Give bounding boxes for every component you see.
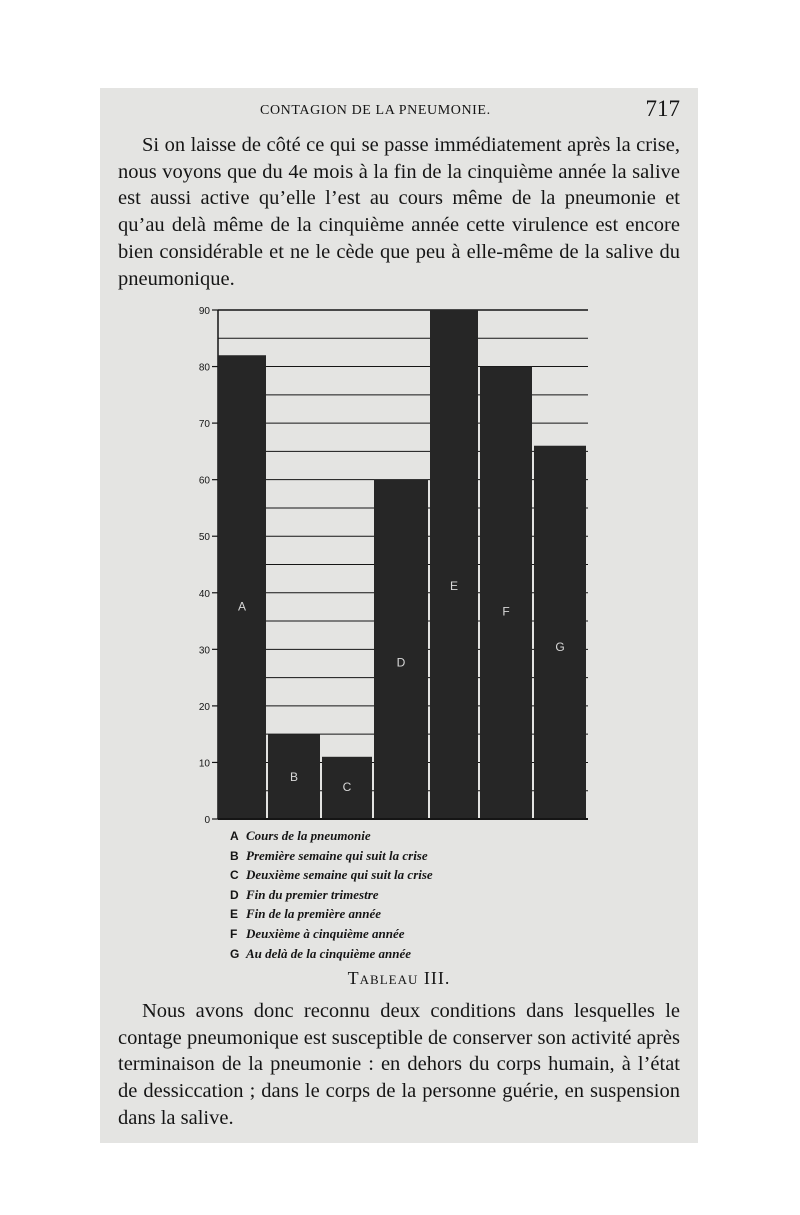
- legend-item-d: [230, 885, 550, 905]
- legend-item-a: [230, 826, 550, 846]
- legend-text: Deuxième à cinquième année: [246, 925, 405, 941]
- y-tick-label: 40: [198, 588, 210, 600]
- legend-item-b: [230, 846, 550, 866]
- y-tick-label: 60: [198, 475, 210, 487]
- y-tick-label: 80: [198, 362, 210, 374]
- bar-e: [430, 310, 478, 819]
- bar-label: C: [342, 780, 352, 795]
- y-tick-label: 90: [198, 306, 210, 317]
- legend-text: Au delà de la cinquième année: [246, 945, 412, 961]
- book-page: [100, 88, 698, 1143]
- bar-label: E: [449, 578, 459, 593]
- bar-d: [374, 480, 428, 819]
- y-tick-label: 20: [198, 701, 210, 713]
- bar-a: [218, 355, 266, 819]
- y-tick-label: 50: [198, 532, 210, 544]
- legend-text: Fin du premier trimestre: [246, 886, 379, 902]
- bar-label: G: [555, 640, 565, 655]
- table-caption: Tableau III.: [347, 968, 451, 988]
- legend-item-g: [230, 944, 550, 964]
- running-title: CONTAGION DE LA PNEUMONIE.: [260, 103, 491, 118]
- bar-label: D: [396, 655, 406, 670]
- bar-g: [534, 446, 586, 819]
- legend-letter: F: [230, 926, 238, 941]
- bar-chart: [100, 298, 698, 828]
- bar-f: [480, 367, 532, 819]
- bar-label: F: [502, 604, 510, 619]
- conclusion-paragraph: Nous avons donc reconnu deux conditions dans lesquelles le contage pneumonique est susceptible de conserver son activité après terminaison de la pneumonie : en dehors du corps humain, à l’état de dessiccation ; dans le corps de la personne guérie, en suspension dans la salive.: [118, 1000, 680, 1129]
- y-tick-label: 70: [198, 419, 210, 431]
- chart-legend: [230, 826, 550, 963]
- legend-item-e: [230, 904, 550, 924]
- page-number: 717: [645, 96, 680, 121]
- legend-letter: A: [230, 829, 239, 843]
- legend-text: Cours de la pneumonie: [246, 828, 371, 843]
- legend-item-c: [230, 865, 550, 885]
- legend-letter: D: [230, 887, 239, 902]
- legend-text: Fin de la première année: [246, 906, 382, 922]
- legend-letter: B: [230, 848, 239, 863]
- bar-label: A: [237, 599, 247, 614]
- legend-text: Première semaine qui suit la crise: [246, 847, 428, 863]
- y-tick-label: 0: [204, 815, 210, 826]
- legend-letter: G: [230, 946, 240, 961]
- y-axis: [199, 306, 218, 826]
- legend-letter: C: [230, 868, 239, 883]
- y-tick-label: 10: [198, 758, 210, 770]
- y-tick-label: 30: [198, 645, 210, 657]
- page-header: [100, 88, 698, 128]
- legend-item-f: [230, 924, 550, 944]
- legend-letter: E: [230, 907, 239, 922]
- intro-paragraph: Si on laisse de côté ce qui se passe immédiatement après la crise, nous voyons que du 4e mois à la fin de la cinquième année la salive est aussi active qu’elle l’est au cours même de la pneumonie et qu’au delà même de la cinquième année cette virulence est encore bien considérable et ne le cède que peu à elle-même de la salive du pneumonique.: [118, 134, 680, 290]
- legend-text: Deuxième semaine qui suit la crise: [246, 867, 433, 883]
- bar-label: B: [289, 769, 299, 784]
